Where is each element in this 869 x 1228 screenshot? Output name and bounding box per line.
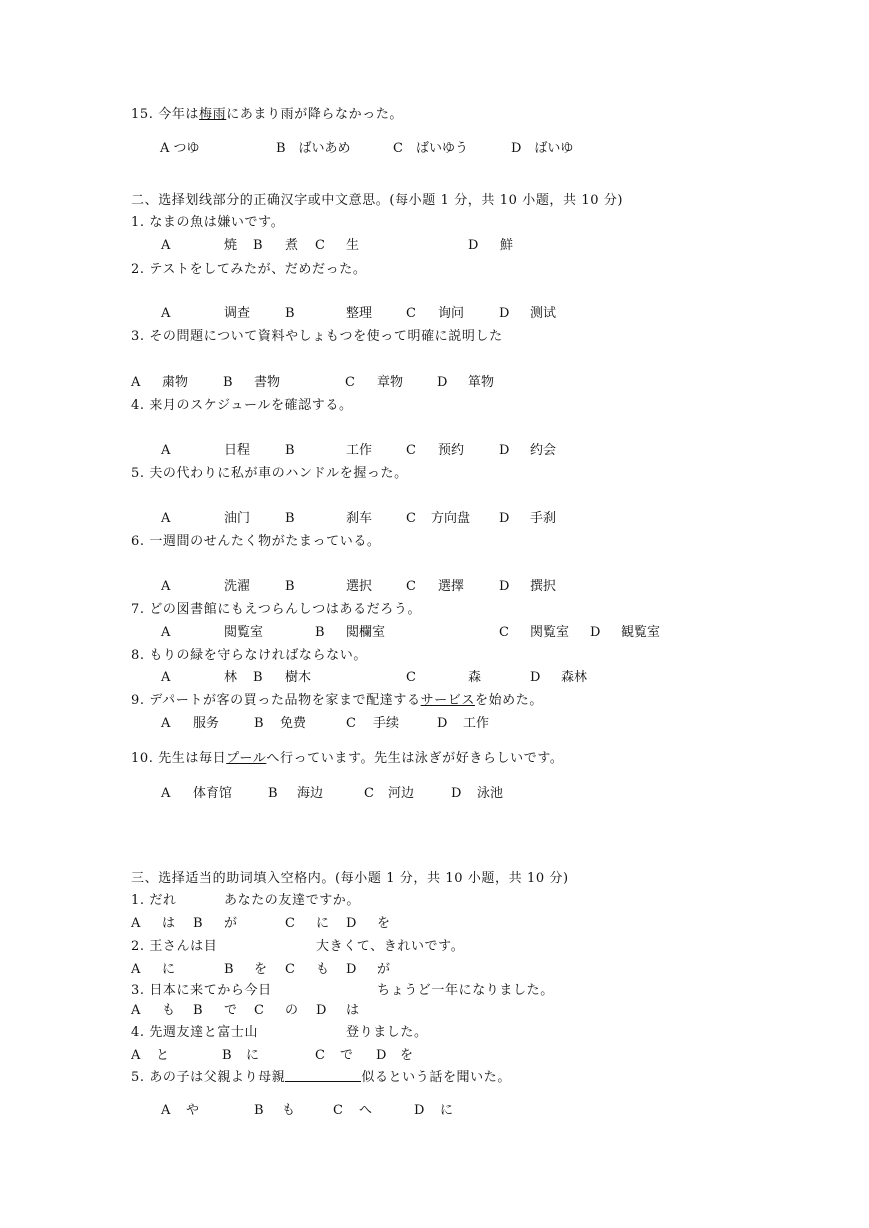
s3-q5-blank xyxy=(285,1069,361,1082)
s3-q5-option-a: や xyxy=(186,1103,200,1118)
q15-option-d: D ばいゆ xyxy=(511,141,574,156)
s3-q4-label-b: B xyxy=(222,1048,232,1063)
s3-q4-b: 登りました。 xyxy=(346,1025,428,1040)
s3-q5-label-d: D xyxy=(414,1103,425,1118)
s3-q4-option-d: を xyxy=(400,1048,414,1063)
s2-q4-option-c: 预约 xyxy=(438,443,465,458)
s2-q4-label-d: D xyxy=(499,443,510,458)
s2-q4-label-a: A xyxy=(161,443,171,458)
s2-q2-option-c: 询问 xyxy=(438,306,465,321)
s3-q2-label-d: D xyxy=(346,962,357,977)
s2-q1-text: 1. なまの魚は嫌いです。 xyxy=(131,215,285,230)
s2-q10-label-a: A xyxy=(161,786,171,801)
s3-q2-b: 大きくて、きれいです。 xyxy=(316,939,465,954)
s2-q1-option-b: 煮 xyxy=(285,238,299,253)
s2-q5-label-c: C xyxy=(406,511,416,526)
s2-q4-label-b: B xyxy=(285,443,295,458)
s2-q8-label-a: A xyxy=(161,670,171,685)
s2-q10-option-c: 河边 xyxy=(388,786,415,801)
s3-q4-label-a: A xyxy=(131,1048,141,1063)
s2-q9-option-a: 服务 xyxy=(193,716,220,731)
s2-q9-label-c: C xyxy=(346,716,356,731)
s2-q1-label-b: B xyxy=(253,238,263,253)
s2-q5-option-b: 刹车 xyxy=(346,511,373,526)
s2-q6-option-d: 撰択 xyxy=(530,579,557,594)
s2-q8-label-c: C xyxy=(406,670,416,685)
s2-q2-label-c: C xyxy=(406,306,416,321)
s2-q3-option-c: 章物 xyxy=(377,375,404,390)
s3-q4-label-c: C xyxy=(315,1048,325,1063)
section2-heading: 二、选择划线部分的正确汉字或中文意思。(每小题 1 分，共 10 小题，共 10 分) xyxy=(131,193,624,208)
q15-option-a: A つゆ xyxy=(160,141,200,156)
s2-q6-label-d: D xyxy=(499,579,510,594)
s3-q3-option-b: で xyxy=(224,1003,238,1018)
q15-option-b: B ばいあめ xyxy=(276,141,351,156)
s3-q2-option-c: も xyxy=(316,962,330,977)
s3-q4-option-c: で xyxy=(340,1048,354,1063)
s2-q3-option-b: 書物 xyxy=(254,375,281,390)
s2-q10-option-d: 泳池 xyxy=(477,786,504,801)
s2-q7-option-d: 観覧室 xyxy=(621,625,661,640)
s3-q1-option-d: を xyxy=(377,916,391,931)
s2-q8-text: 8. もりの緑を守らなければならない。 xyxy=(131,648,367,663)
s3-q2-label-a: A xyxy=(131,962,141,977)
s2-q8-option-a: 林 xyxy=(224,670,238,685)
s2-q7-label-a: A xyxy=(161,625,171,640)
s3-q2-label-b: B xyxy=(224,962,234,977)
s2-q8-option-d: 森林 xyxy=(561,670,588,685)
s3-q1-a: 1. だれ xyxy=(131,893,177,908)
s3-q1-b: あなたの友達ですか。 xyxy=(224,893,361,908)
s3-q5-option-d: に xyxy=(440,1103,454,1118)
s2-q6-option-a: 洗濯 xyxy=(224,579,251,594)
s2-q5-label-d: D xyxy=(499,511,510,526)
s2-q7-label-b: B xyxy=(315,625,325,640)
s2-q3-option-d: 箪物 xyxy=(468,375,495,390)
s3-q2-option-b: を xyxy=(254,962,268,977)
s2-q8-label-b: B xyxy=(253,670,263,685)
s2-q5-option-d: 手刹 xyxy=(530,511,557,526)
s2-q4-option-b: 工作 xyxy=(346,443,373,458)
s3-q4-option-a: と xyxy=(156,1048,170,1063)
s2-q7-label-d: D xyxy=(590,625,601,640)
s2-q8-option-c: 森 xyxy=(468,670,482,685)
section3-heading: 三、选择适当的助词填入空格内。(每小题 1 分，共 10 小题，共 10 分) xyxy=(131,871,569,886)
s2-q4-option-a: 日程 xyxy=(224,443,251,458)
s2-q9-option-c: 手续 xyxy=(373,716,400,731)
s2-q10-option-b: 海边 xyxy=(297,786,324,801)
s2-q10-option-a: 体育馆 xyxy=(193,786,233,801)
s2-q7-text: 7. どの図書館にもえつらんしつはあるだろう。 xyxy=(131,602,422,617)
s2-q10-label-c: C xyxy=(364,786,374,801)
s3-q3-label-b: B xyxy=(193,1003,203,1018)
s2-q3-option-a: 粛物 xyxy=(162,375,189,390)
s3-q1-label-b: B xyxy=(193,916,203,931)
s3-q3-label-c: C xyxy=(254,1003,264,1018)
s2-q10-label-b: B xyxy=(268,786,278,801)
s2-q3-label-d: D xyxy=(437,375,448,390)
s2-q2-label-d: D xyxy=(499,306,510,321)
s3-q5-text: 5. あの子は父親より母親 似るという話を聞いた。 xyxy=(131,1070,511,1085)
s2-q1-label-a: A xyxy=(161,238,171,253)
s2-q2-option-b: 整理 xyxy=(346,306,373,321)
s2-q6-label-c: C xyxy=(406,579,416,594)
s3-q3-option-a: も xyxy=(162,1003,176,1018)
s2-q10-label-d: D xyxy=(451,786,462,801)
s3-q5-option-b: も xyxy=(282,1103,296,1118)
s2-q3-label-a: A xyxy=(131,375,141,390)
s2-q6-option-b: 選択 xyxy=(346,579,373,594)
s2-q2-label-a: A xyxy=(161,306,171,321)
s3-q4-a: 4. 先週友達と富士山 xyxy=(131,1025,259,1040)
s2-q7-label-c: C xyxy=(499,625,509,640)
s2-q6-label-b: B xyxy=(285,579,295,594)
s2-q1-label-d: D xyxy=(468,238,479,253)
s3-q2-option-a: に xyxy=(162,962,176,977)
s3-q1-label-d: D xyxy=(346,916,357,931)
q15-text: 15. 今年は梅雨にあまり雨が降らなかった。 xyxy=(131,107,404,122)
s3-q3-label-a: A xyxy=(131,1003,141,1018)
s3-q1-label-c: C xyxy=(285,916,295,931)
s3-q5-option-c: へ xyxy=(359,1103,373,1118)
s2-q3-label-c: C xyxy=(345,375,355,390)
s2-q1-option-c: 生 xyxy=(346,238,360,253)
s3-q5-label-a: A xyxy=(161,1103,171,1118)
s2-q8-option-b: 樹木 xyxy=(285,670,312,685)
s2-q2-option-d: 测试 xyxy=(530,306,557,321)
s3-q2-option-d: が xyxy=(377,962,391,977)
s3-q2-label-c: C xyxy=(285,962,295,977)
s3-q5-label-b: B xyxy=(254,1103,264,1118)
s2-q9-text: 9. デパートが客の買った品物を家まで配達するサービスを始めた。 xyxy=(131,693,543,708)
s3-q2-a: 2. 王さんは目 xyxy=(131,939,218,954)
s2-q4-label-c: C xyxy=(406,443,416,458)
s2-q4-option-d: 约会 xyxy=(530,443,557,458)
s3-q5-label-c: C xyxy=(333,1103,343,1118)
s2-q5-label-b: B xyxy=(285,511,295,526)
s2-q6-option-c: 選擇 xyxy=(438,579,465,594)
s3-q4-option-b: に xyxy=(246,1048,260,1063)
s2-q10-text: 10. 先生は毎日プールへ行っています。先生は泳ぎが好きらしいです。 xyxy=(131,751,564,766)
s3-q1-option-b: が xyxy=(224,916,238,931)
s2-q1-label-c: C xyxy=(315,238,325,253)
s2-q2-text: 2. テストをしてみたが、だめだった。 xyxy=(131,262,367,277)
q15-option-c: C ばいゆう xyxy=(393,141,468,156)
s2-q6-label-a: A xyxy=(161,579,171,594)
s2-q4-text: 4. 来月のスケジュールを確認する。 xyxy=(131,398,353,413)
s2-q3-label-b: B xyxy=(223,375,233,390)
s2-q9-option-b: 免费 xyxy=(280,716,307,731)
s2-q8-label-d: D xyxy=(530,670,541,685)
s2-q2-option-a: 调查 xyxy=(224,306,251,321)
s2-q6-text: 6. 一週間のせんたく物がたまっている。 xyxy=(131,534,381,549)
s3-q1-option-c: に xyxy=(316,916,330,931)
s2-q3-text: 3. その問題について資料やしょもつを使って明確に説明した xyxy=(131,329,503,344)
s2-q7-option-a: 閲覧室 xyxy=(224,625,264,640)
s3-q3-option-d: は xyxy=(346,1003,360,1018)
s3-q3-a: 3. 日本に来てから今日 xyxy=(131,983,272,998)
s2-q7-option-b: 閲欄室 xyxy=(346,625,386,640)
s2-q9-label-d: D xyxy=(437,716,448,731)
s3-q4-label-d: D xyxy=(376,1048,387,1063)
s2-q2-label-b: B xyxy=(285,306,295,321)
s2-q5-label-a: A xyxy=(161,511,171,526)
s3-q3-option-c: の xyxy=(285,1003,299,1018)
s2-q1-option-d: 鮮 xyxy=(500,238,514,253)
s2-q5-option-c: 方向盘 xyxy=(431,511,471,526)
s2-q5-option-a: 油门 xyxy=(224,511,251,526)
s3-q3-b: ちょうど一年になりました。 xyxy=(377,983,554,998)
s3-q1-option-a: は xyxy=(162,916,176,931)
s3-q3-label-d: D xyxy=(316,1003,327,1018)
s2-q7-option-c: 関覧室 xyxy=(530,625,570,640)
s2-q9-label-b: B xyxy=(254,716,264,731)
s2-q5-text: 5. 夫の代わりに私が車のハンドルを握った。 xyxy=(131,466,408,481)
s2-q9-option-d: 工作 xyxy=(463,716,490,731)
s2-q1-option-a: 焼 xyxy=(224,238,238,253)
s3-q1-label-a: A xyxy=(131,916,141,931)
s2-q9-label-a: A xyxy=(161,716,171,731)
